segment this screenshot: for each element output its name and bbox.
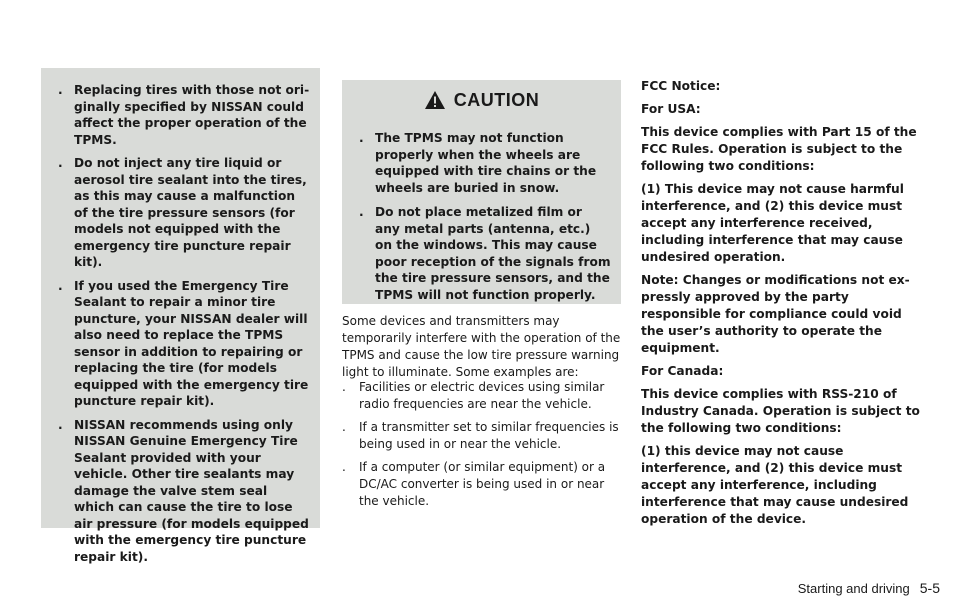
fcc-notice xyxy=(641,78,921,534)
paragraph: (1) This device may not cause harmful interference, and (2) this device must accept any interference received, including interference that may cause undesired operation. xyxy=(641,182,904,264)
paragraph: Note: Changes or modifications not expressly approved by the party responsible for compliance could void the user’s authority to operate the equipment. xyxy=(641,273,910,355)
list-item: . Do not inject any tire liquid or aerosol tire sealant into the tires, as this may cause a malfunction of the tire pressure sensors (for models not equipped with the emergency tire puncture repair kit). xyxy=(58,156,307,269)
warning-triangle-icon xyxy=(424,90,446,110)
canada-heading: For Canada: xyxy=(641,364,724,378)
list-item: . NISSAN recommends using only NISSAN Genuine Emergency Tire Sealant provided with your vehicle. Other tire sealants may damage the valve stem seal which can cause the tire to lose air pressure (for models equipped with the emergency tire puncture repair kit). xyxy=(58,417,309,564)
caution-title: CAUTION xyxy=(453,89,540,110)
list-item: . If you used the Emergency Tire Sealant to repair a minor tire puncture, your NISSAN dealer will also need to replace the TPMS sensor in addition to repairing or replacing the tire (for models equipped with the emergency tire puncture repair kit). xyxy=(58,278,309,408)
paragraph: (1) this device may not cause interference, and (2) this device must accept any interference, including interference that may cause undesired operation of the device. xyxy=(641,444,909,526)
paragraph: This device complies with Part 15 of the FCC Rules. Operation is subject to the following two conditions: xyxy=(641,125,917,173)
list-item: . Replacing tires with those not originally specified by NISSAN could affect the proper operation of the TPMS. xyxy=(58,83,310,147)
paragraph: This device complies with RSS-210 of Industry Canada. Operation is subject to the following two conditions: xyxy=(641,387,920,435)
list-item: . If a transmitter set to similar frequencies is being used in or near the vehicle. xyxy=(342,420,619,451)
list-item: . If a computer (or similar equipment) or a DC/AC converter is being used in or near the vehicle. xyxy=(342,460,606,508)
examples-list xyxy=(342,379,621,516)
intro-paragraph: Some devices and transmitters may temporarily interfere with the operation of the TPMS and cause the low tire pressure warning light to illuminate. Some examples are: xyxy=(342,314,621,379)
caution-header xyxy=(342,80,621,120)
list-item: . Do not place metalized film or any metal parts (antenna, etc.) on the windows. This may cause poor reception of the signals from the tire pressure sensors, and the TPMS will not function properly. xyxy=(359,205,611,302)
page-footer xyxy=(798,580,940,596)
fcc-heading: FCC Notice: xyxy=(641,79,721,93)
note-list xyxy=(58,82,310,572)
caution-list xyxy=(359,130,611,311)
list-item: . Facilities or electric devices using similar radio frequencies are near the vehicle. xyxy=(342,380,605,411)
section-name: Starting and driving xyxy=(797,581,910,596)
usa-heading: For USA: xyxy=(641,102,701,116)
page-number: 5-5 xyxy=(919,580,940,596)
list-item: . The TPMS may not function properly when the wheels are equipped with tire chains or the wheels are buried in snow. xyxy=(359,131,597,195)
